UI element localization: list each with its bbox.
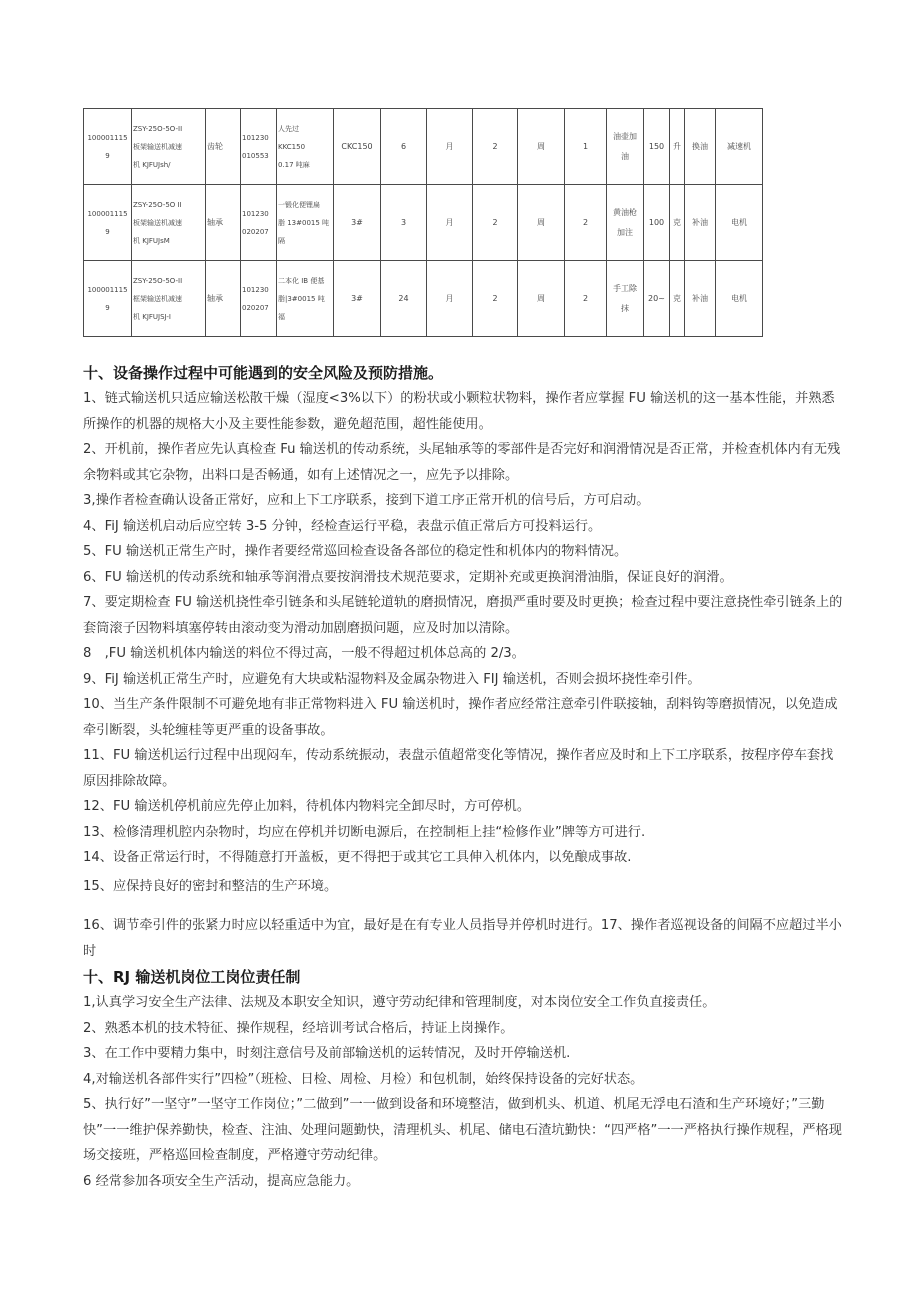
document-body [83, 360, 843, 1194]
cell-text: 机 KJFUJSJ-I [133, 312, 171, 321]
cell-text: 9 [105, 151, 110, 160]
cell-lubricant [277, 185, 334, 261]
cell-text: 3# [351, 293, 363, 303]
cell-text: 100 [648, 217, 665, 227]
cell-text: 101230 [242, 209, 269, 218]
cell-qty3 [565, 109, 607, 185]
cell-action [685, 261, 716, 337]
cell-unit2 [518, 185, 565, 261]
cell-text: 101230 [242, 285, 269, 294]
duty-item: 1,认真学习安全生产法律、法规及本职安全知识，遵守劳动纪律和管理制度，对本岗位安全工作负直接责任。 [83, 995, 716, 1010]
cell-qty [381, 261, 427, 337]
cell-text: 月 [445, 293, 454, 303]
safety-item: 4、FiJ 输送机启动后应空转 3-5 分钟，经检查运行平稳，表盘示值正常后方可投料运行。 [83, 518, 602, 534]
cell-unit1 [427, 261, 473, 337]
cell-text: ZSY-25O-5O II [133, 200, 182, 209]
cell-qty [381, 109, 427, 185]
cell-text: 24 [398, 293, 409, 303]
safety-item: 10、当生产条件限制不可避免地有非正常物料进入 FU 输送机时，操作者应经常注意牵引件联接轴，刮料钩等磨损情况，以免造成牵引断裂，头轮缠桂等更严重的设备事故。 [83, 697, 838, 738]
cell-grade [334, 185, 381, 261]
cell-unit2 [518, 261, 565, 337]
cell-text: 3 [400, 217, 407, 227]
cell-text: 2 [492, 217, 498, 227]
cell-text: KKC150 [278, 142, 306, 151]
cell-text: 020207 [242, 303, 269, 312]
cell-text: 电机 [731, 217, 747, 227]
cell-action [685, 109, 716, 185]
cell-part [206, 109, 241, 185]
cell-text: 抹 [621, 303, 629, 313]
safety-item: 15、应保持良好的密封和整洁的生产环境。 [83, 878, 338, 894]
cell-text: ZSY-25O-5O-II [133, 276, 183, 285]
duty-item: 4,对输送机各部件实行”四检”（班检、日检、周检、月检）和包机制，始终保持设备的完好状态。 [83, 1071, 644, 1087]
cell-unit3 [670, 185, 685, 261]
cell-text: 月 [445, 217, 454, 227]
cell-text: 2 [492, 141, 498, 151]
cell-text: 2 [582, 217, 589, 227]
cell-text: 福 [278, 312, 285, 321]
cell-text: 黄油枪 [613, 207, 637, 217]
cell-text: 补油 [692, 293, 708, 303]
cell-qty [381, 185, 427, 261]
cell-text: 周 [537, 217, 545, 227]
cell-part-code [241, 185, 277, 261]
safety-item: 16、调节牵引件的张紧力时应以轻重适中为宜，最好是在有专业人员指导并停机时进行。17、操作者巡视设备的间隔不应超过半小时 [83, 918, 842, 959]
cell-qty2 [473, 185, 518, 261]
safety-item: 14、设备正常运行时，不得随意打开盖板，更不得把于或其它工具伸入机体内，以免酿成事故. [83, 850, 632, 865]
cell-text: 100001115 [87, 285, 128, 294]
cell-text: 油 [621, 151, 629, 161]
cell-target [716, 185, 763, 261]
lubrication-table [83, 108, 763, 337]
cell-text: 一锻化便锂扁 [278, 200, 320, 209]
cell-method [607, 109, 644, 185]
safety-item: 5、FU 输送机正常生产时，操作者要经常巡回检查设备各部位的稳定性和机体内的物料情况。 [83, 544, 628, 559]
cell-text: 克 [673, 293, 681, 303]
cell-text: 齿轮 [207, 141, 223, 151]
cell-text: 0.17 吨麻 [278, 160, 310, 169]
duty-item: 6 经常参加各项安全生产活动，提高应急能力。 [83, 1173, 360, 1189]
cell-lubricant [277, 261, 334, 337]
safety-item: 13、检修清理机腔内杂物时，均应在停机并切断电源后，在控制柜上挂“检修作业”牌等方可进行. [83, 824, 646, 840]
safety-item: 6、FU 输送机的传动系统和轴承等润滑点要按润滑技术规范要求，定期补充或更换润滑油脂，保证良好的润滑。 [83, 569, 733, 585]
cell-code [84, 109, 132, 185]
table-row [84, 185, 763, 261]
duty-item: 2、熟悉本机的技术特征、操作规程，经培训考试合格后，持证上岗操作。 [83, 1020, 514, 1036]
safety-item: 11、FU 输送机运行过程中出现闷车，传动系统振动，表盘示值超常变化等情况，操作者应及时和上下工序联系，按程序停车套找原因排除故障。 [83, 748, 834, 789]
cell-text: 周 [537, 293, 545, 303]
cell-code [84, 261, 132, 337]
section-heading-duties: 十、RJ 输送机岗位工岗位责任制 [83, 968, 301, 986]
cell-text: 加注 [617, 227, 633, 237]
cell-unit2 [518, 109, 565, 185]
cell-text: 板架输送机减速 [133, 142, 182, 151]
cell-amount [644, 185, 670, 261]
cell-text: 150 [648, 141, 665, 151]
cell-lubricant [277, 109, 334, 185]
cell-text: 2 [582, 293, 589, 303]
cell-grade [334, 109, 381, 185]
cell-text: 隔 [278, 236, 285, 245]
cell-text: 轴承 [207, 293, 223, 303]
cell-unit1 [427, 109, 473, 185]
cell-text: 轴承 [207, 217, 223, 227]
cell-amount [644, 109, 670, 185]
cell-text: 100001115 [87, 133, 128, 142]
duty-item: 3、在工作中要精力集中，时刻注意信号及前部输送机的运转情况，及时开停输送机. [83, 1046, 571, 1061]
table-body [84, 109, 763, 337]
cell-text: CKC150 [341, 141, 373, 151]
cell-text: 2 [492, 293, 498, 303]
cell-text: 板架输送机减速 [133, 218, 182, 227]
cell-grade [334, 261, 381, 337]
cell-part [206, 185, 241, 261]
cell-part-code [241, 109, 277, 185]
cell-unit3 [670, 109, 685, 185]
cell-text: ZSY-25O-5O-II [133, 124, 183, 133]
cell-amount [644, 261, 670, 337]
cell-qty3 [565, 185, 607, 261]
cell-text: 月 [445, 141, 454, 151]
cell-part-code [241, 261, 277, 337]
cell-text: 减速机 [727, 141, 751, 151]
cell-equipment [132, 185, 206, 261]
cell-action [685, 185, 716, 261]
cell-text: 克 [673, 217, 681, 227]
safety-item: 12、FU 输送机停机前应先停止加料，待机体内物料完全卸尽时，方可停机。 [83, 799, 531, 814]
cell-text: 9 [105, 303, 110, 312]
cell-text: 机 KJFUJsM [133, 236, 170, 245]
cell-text: 020207 [242, 227, 269, 236]
cell-unit1 [427, 185, 473, 261]
cell-text: 油壶加 [613, 131, 637, 141]
cell-qty2 [473, 261, 518, 337]
duty-item: 5、执行好”一坚守”一坚守工作岗位；”二做到”一一做到设备和环境整洁，做到机头、机道、机尾无浮电石渣和生产环境好；”三勤快”一一维护保养勤快，检查、注油、处理问题勤快，清理机头、机尾、储电石渣坑勤快：“四严格”一一严格执行操作规程，严格现场交接班，严格巡回检查制度，严格遵守劳动纪律。 [83, 1097, 842, 1163]
cell-text: 6 [400, 141, 407, 151]
safety-item: 8 ,FU 输送机机体内输送的料位不得过高，一般不得超过机体总高的 2/3。 [83, 646, 525, 661]
cell-text: 100001115 [87, 209, 128, 218]
safety-item: 1、链式输送机只适应输送松散干燥（湿度<3%以下）的粉状或小颗粒状物料，操作者应掌握 FU 输送机的这一基本性能，并熟悉所操作的机器的规格大小及主要性能参数，避免超范围，超性能使用。 [83, 391, 835, 432]
safety-item: 2、开机前，操作者应先认真检查 Fu 输送机的传动系统，头尾轴承等的零部件是否完好和润滑情况是否正常，并检查机体内有无残余物料或其它杂物，出料口是否畅通，如有上述情况之一，应先予以排除。 [83, 442, 841, 483]
cell-text: 脂|3#0015 吨 [278, 294, 325, 303]
cell-unit3 [670, 261, 685, 337]
cell-text: 010553 [242, 151, 269, 160]
safety-item: 9、FiJ 输送机正常生产时，应避免有大块或粘湿物料及金属杂物进入 FIJ 输送机，否则会损坏挠性牵引件。 [83, 671, 701, 687]
cell-text: 人先过 [278, 124, 299, 133]
cell-text: 补油 [692, 217, 708, 227]
cell-text: 机 KJFUJsh/ [133, 160, 171, 169]
cell-qty2 [473, 109, 518, 185]
cell-target [716, 261, 763, 337]
cell-text: 101230 [242, 133, 269, 142]
cell-text: 框架输送机减速 [133, 294, 182, 303]
safety-item: 7、要定期检查 FU 输送机挠性牵引链条和头尾链轮道轨的磨损情况，磨损严重时要及时更换；检查过程中要注意挠性牵引链条上的套筒滚子因物料填塞停转由滚动变为滑动加剧磨损问题，应及时加以清除。 [83, 595, 843, 636]
cell-code [84, 185, 132, 261]
cell-text: 二本化 IB 便基 [278, 276, 325, 285]
cell-text: 20~ [648, 293, 665, 303]
cell-text: 手工除 [613, 283, 637, 293]
cell-text: 电机 [731, 293, 747, 303]
cell-target [716, 109, 763, 185]
cell-text: 1 [582, 141, 589, 151]
cell-part [206, 261, 241, 337]
cell-method [607, 185, 644, 261]
cell-text: 换油 [692, 141, 708, 151]
table-row [84, 109, 763, 185]
cell-text: 升 [673, 141, 681, 151]
cell-text: 9 [105, 227, 110, 236]
cell-method [607, 261, 644, 337]
cell-equipment [132, 109, 206, 185]
cell-text: 周 [537, 141, 545, 151]
cell-text: 脂 13#0015 吨 [278, 218, 330, 227]
section-heading-safety: 十、设备操作过程中可能遇到的安全风险及预防措施。 [83, 364, 444, 382]
table-row [84, 261, 763, 337]
cell-equipment [132, 261, 206, 337]
safety-item: 3,操作者检查确认设备正常好，应和上下工序联系，接到下道工序正常开机的信号后，方可启动。 [83, 493, 650, 508]
cell-qty3 [565, 261, 607, 337]
cell-text: 3# [351, 217, 363, 227]
